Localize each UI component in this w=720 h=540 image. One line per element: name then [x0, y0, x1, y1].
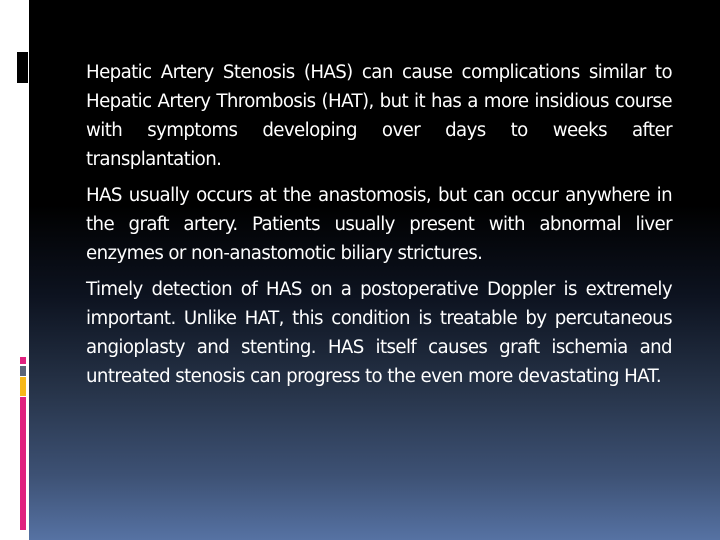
title-marker-block — [17, 52, 28, 83]
paragraph-has-location: HAS usually occurs at the anastomosis, but can occur anywhere in the graft artery. Patients usually present with abnormal liver enzymes or non-anastomotic biliary strictures. — [86, 185, 672, 264]
accent-bar-magenta-small — [20, 357, 26, 364]
accent-bar-gray — [20, 366, 26, 376]
paragraph-has-detection: Timely detection of HAS on a postoperative Doppler is extremely important. Unlike HAT, this condition is treatable by percutaneous angioplasty and stenting. HAS itself causes graft ischemia and untreated stenosis can progress to the even more devastating HAT. — [86, 279, 672, 387]
paragraph-has-overview: Hepatic Artery Stenosis (HAS) can cause complications similar to Hepatic Artery Thrombosis (HAT), but it has a more insidious course with symptoms developing over days to weeks after transplantation. — [86, 62, 672, 170]
accent-bar-magenta-long — [20, 397, 26, 530]
slide-body-text — [86, 58, 672, 398]
accent-bar-yellow — [20, 377, 26, 396]
